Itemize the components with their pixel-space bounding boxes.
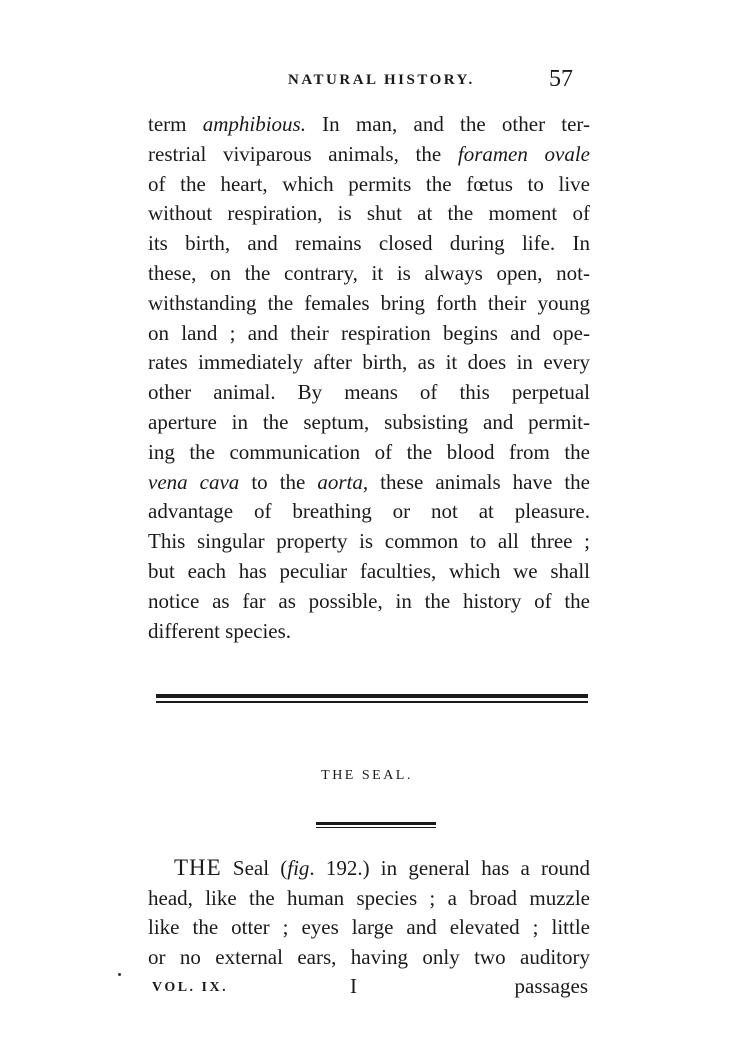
text-line: aperture in the septum, subsisting and permit- (148, 409, 590, 434)
text-line: on land ; and their respiration begins and ope- (148, 320, 590, 345)
page-number: 57 (549, 66, 573, 92)
signature-mark: I (350, 974, 357, 998)
text-line: withstanding the females bring forth their young (148, 290, 590, 315)
text-line: notice as far as possible, in the history of the (148, 588, 590, 613)
page-footer (152, 974, 588, 1004)
text-line: term amphibious. In man, and the other ter- (148, 112, 590, 136)
text-line: without respiration, is shut at the moment of (148, 201, 590, 226)
text-line: other animal. By means of this perpetual (148, 380, 590, 405)
catchword: passages (514, 974, 588, 998)
text-line: like the otter ; eyes large and elevated ; little (148, 915, 590, 940)
text-line: these, on the contrary, it is always open, not- (148, 260, 590, 285)
heading-underline-rule (316, 822, 436, 828)
underline-thin-line (316, 827, 436, 828)
text-line: This singular property is common to all three ; (148, 529, 590, 554)
seal-paragraph (148, 853, 590, 972)
text-line: vena cava to the aorta, these animals have the (148, 469, 590, 494)
text-line: head, like the human species ; a broad muzzle (148, 885, 590, 910)
divider-thin-line (156, 701, 588, 703)
divider-thick-line (156, 694, 588, 698)
text-line: rates immediately after birth, as it does in every (148, 350, 590, 375)
section-heading-text: THE SEAL. (321, 768, 413, 783)
text-line: restrial viviparous animals, the foramen ovale (148, 141, 590, 166)
section-divider-rule (156, 694, 588, 704)
volume-label: VOL. IX. (152, 980, 229, 995)
text-line: or no external ears, having only two auditory (148, 944, 590, 969)
text-line: but each has peculiar faculties, which we shall (148, 558, 590, 583)
text-line: THE Seal (fig. 192.) in general has a round (174, 855, 590, 880)
text-line: advantage of breathing or not at pleasure. (148, 499, 590, 524)
underline-thick-line (316, 822, 436, 825)
text-line: ing the communication of the blood from the (148, 439, 590, 464)
running-title: NATURAL HISTORY. (288, 72, 475, 88)
text-line: different species. (148, 618, 292, 643)
body-paragraph (148, 110, 590, 646)
print-speck (118, 973, 121, 976)
section-heading (0, 768, 750, 784)
running-head (288, 66, 573, 98)
text-line: its birth, and remains closed during life. In (148, 231, 590, 256)
text-line: of the heart, which permits the fœtus to live (148, 171, 590, 196)
